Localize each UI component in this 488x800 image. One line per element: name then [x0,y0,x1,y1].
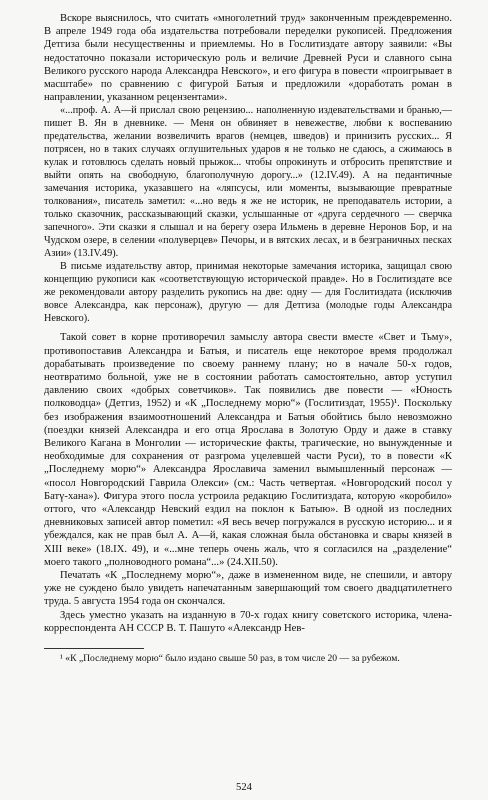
paragraph-1: Вскоре выяснилось, что считать «многолетний труд» законченным преждевременно. В апреле 1949 года оба издательства потребовали переделки рукописей. Предложения Детгиза были несущественны и приемлемы. Но в Гослитиздате автору заявили: «Вы недостаточно показали историческую роль и величие Древней Руси и славного сына Великого русского народа Александра Невского», и его фигура в повести «проигрывает в масштабе» по сравнению с фигурой Батыя и предложили «доработать роман в направлении, указанном рецензентами». [44,13,452,104]
footnote-divider [44,648,144,649]
paragraph-6: Здесь уместно указать на изданную в 70-х годах книгу советского историка, члена-корреспондента АН СССР В. Т. Пашуто «Александр Нев- [44,609,452,634]
paragraph-2-quote: «...проф. А. А—й прислал свою рецензию... наполненную издевательствами и бранью,— пишет В. Ян в дневнике. — Меня он обвиняет в невежестве, любви к воспеванию предательства, желании возвеличить врагов (немцев, шведов) и принизить русских... Я потрясен, но в таких случаях оглушительных ударов я не только не сдаюсь, а сжимаюсь в кулак и готовлюсь сделать новый прыжок... чтобы опрокинуть и отбросить препятствие и выйти опять на свободную, благополучную дорогу...» (12.IV.49). А на педантичные замечания историка, указавшего на «ляпсусы, или моменты, вызывающие превратные толкования», писатель заметил: «...но ведь я же не историк, не преподаватель истории, а только сказочник, рассказывающий сказки, услышанные от «друга сердечного — сверчка запечного». Эти сказки я слышал и на берегу озера Ильмень в деревне Неронов Бор, и на Чудском озере, в селении «полуверцев» Печоры, и в вятских лесах, и в безграничных песках Азии» (13.IV.49). [44,105,452,260]
page-number: 524 [236,782,252,793]
footnote: ¹ «К „Последнему морю“ было издано свыше 50 раз, в том числе 20 — за рубежом. [60,653,400,665]
paragraph-3: В письме издательству автор, принимая некоторые замечания историка, защищал свою концепцию рукописи как «соответствующую исторической правде». Но в Гослитиздате все же рекомендовали автору разделить рукопись на две: одну — для Гослитиздата (исключив вовсе Александра, как персонаж), другую — для Детгиза (молодые годы Александра Невского). [44,261,452,325]
paragraph-5: Печатать «К „Последнему морю“», даже в измененном виде, не спешили, и автору уже не суждено было увидеть напечатанным завершающий том своего двадцатилетнего труда. 5 августа 1954 года он скончался. [44,570,452,608]
paragraph-4: Такой совет в корне противоречил замыслу автора свести вместе «Свет и Тьму», противопоставив Александра и Батыя, и писатель еще некоторое время продолжал дорабатывать произведение по своему раннему плану; но в начале 50-х годов, неотвратимо больной, уже не в состоянии работать самостоятельно, автор уступил давлению своих «добрых советчиков». Так появились две повести — «Юность полководца» (Детгиз, 1952) и «К „Последнему морю“» (Гослитиздат, 1955)¹. Поскольку без изображения взаимоотношений Александра и Батыя обойтись было невозможно (поездки князей Александра и его отца Ярослава в Золотую Орду и даже в ставку Великого Кагана в Монголии — исторические факты, трагические, но вынужденные и необходимые для сохранения от разгрома уцелевшей части Руси), то в повести «К „Последнему морю“» Александра Ярославича заменил вымышленный персонаж — «посол Новгородский Гаврила Олекси» (см.: Часть четвертая. «Новгородский посол у Батү-хана»). Фигура этого посла устроила редакцию Гослитиздата, которую «коробило» оттого, что «Александр Невский ездил на поклон к Батыю». В одной из последних дневниковых записей автор пометил: «Я весь вечер погружался в русскую историю... и я убеждался, как не прав был А. А—й, какая сложная была обстановка и свары князей в XIII веке» (18.IX. 49), и «...мне теперь очень жаль, что я согласился на „разделение“ моего такого „полноводного романа“...» (24.XII.50). [44,332,452,568]
page-body [44,12,452,665]
